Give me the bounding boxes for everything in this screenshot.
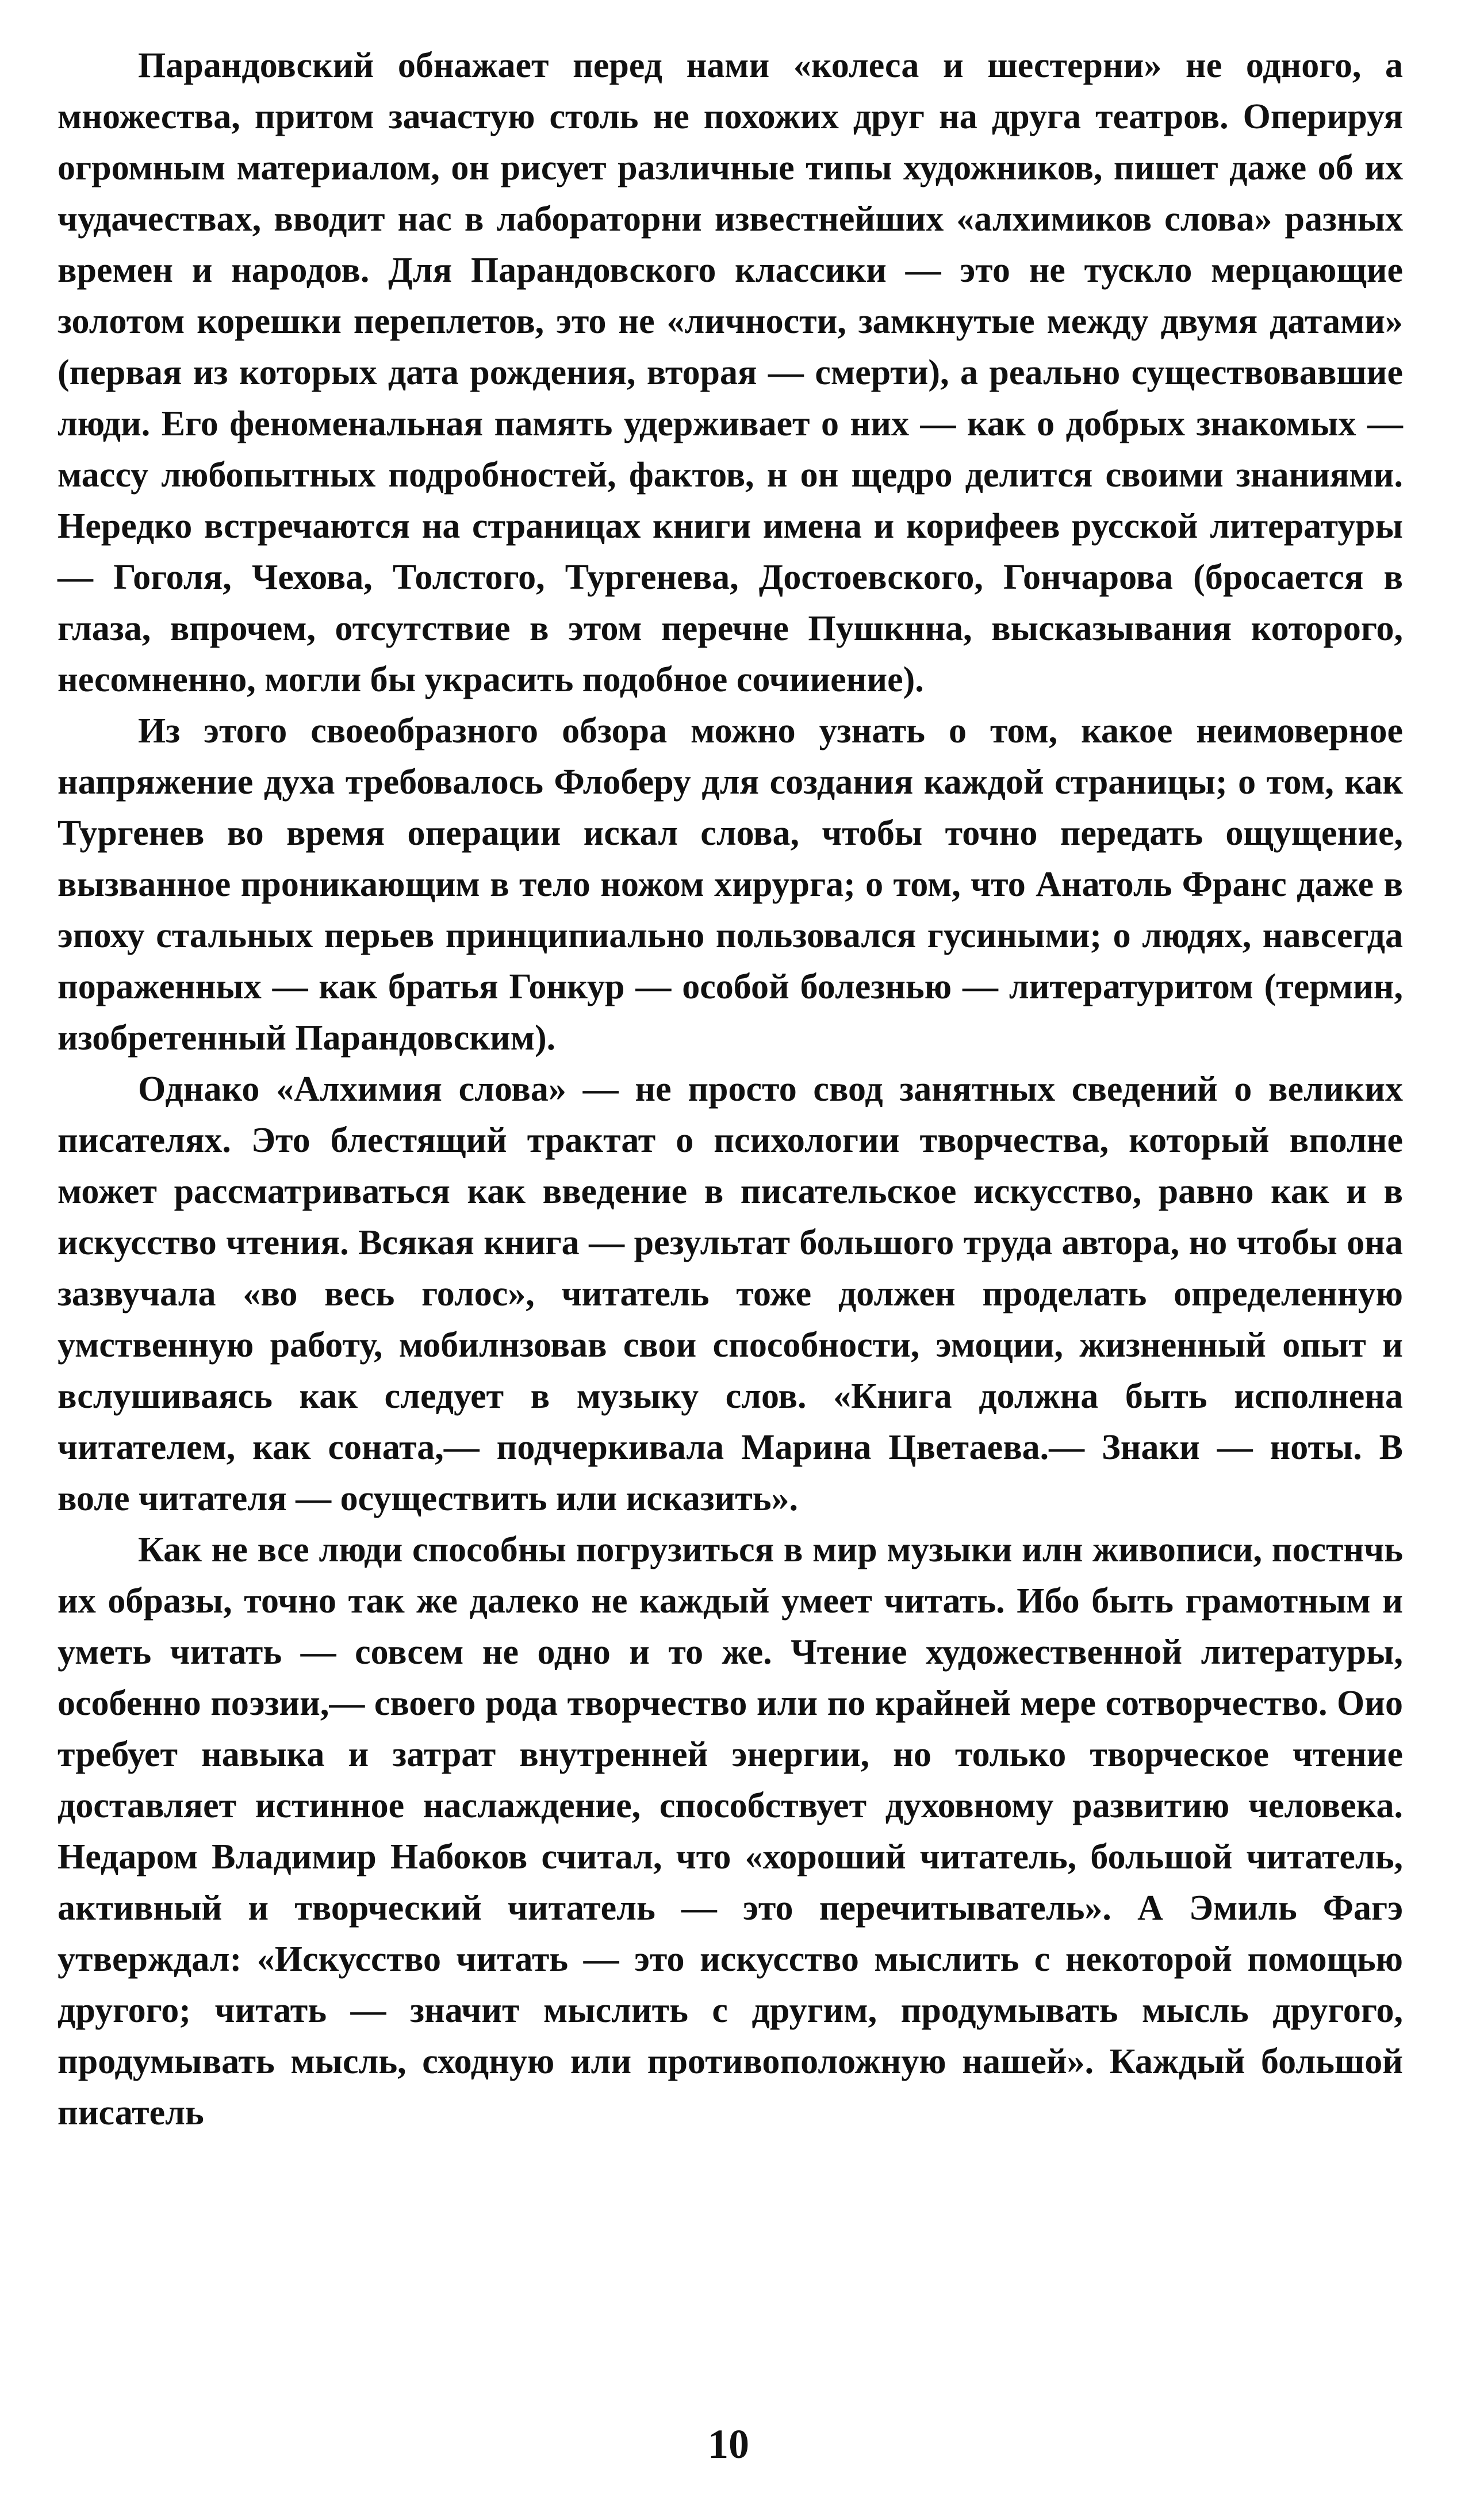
page-number: 10 [708, 2421, 749, 2467]
paragraph-4: Как не все люди способны погрузиться в мир музыки илн живописи, постнчь их образы, точно так же далеко не каждый умеет читать. Ибо быть грамотным и уметь читать — совсем не одно и то же. Чтение художественной литературы, особенно поэзии,— своего рода творчество или по крайней мере сотворчество. Оио требует навыка и затрат внутренней энергии, но только творческое чтение доставляет истинное наслаждение, способствует духовному развитию человека. Недаром Владимир Набоков считал, что «хороший читатель, большой читатель, активный и творческий читатель — это перечитыватель». А Эмиль Фагэ утверждал: «Искусство читать — это искусство мыслить с некоторой помощью другого; читать — значит мыслить с другим, продумывать мысль другого, продумывать мысль, сходную или противоположную нашей». Каждый большой писатель [57, 1530, 1403, 2132]
paragraph-3: Однако «Алхимия слова» — не просто свод занятных сведений о великих писателях. Это блестящий трактат о психологии творчества, который вполне может рассматриваться как введение в писательское искусство, равно как и в искусство чтения. Всякая книга — результат большого труда автора, но чтобы она зазвучала «во весь голос», читатель тоже должен проделать определенную умственную работу, мобилнзовав свои способности, эмоции, жизненный опыт и вслушиваясь как следует в музыку слов. «Книга должна быть исполнена читателем, как соната,— подчеркивала Марина Цветаева.— Знаки — ноты. В воле читателя — осуществить или исказить». [57, 1070, 1403, 1518]
paragraph-1: Парандовский обнажает перед нами «колеса и шестерни» не одного, а множества, притом зачастую столь не похожих друг на друга театров. Оперируя огромным материалом, он рисует различные типы художников, пишет даже об их чудачествах, вводит нас в лабораторни известнейших «алхимиков слова» разных времен и народов. Для Парандовского классики — это не тускло мерцающие золотом корешки переплетов, это не «личности, замкнутые между двумя датами» (первая из которых дата рождения, вторая — смерти), а реально существовавшие люди. Его феноменальная память удерживает о них — как о добрых знакомых — массу любопытных подробностей, фактов, н он щедро делится своими знаниями. Нередко встречаются на страницах книги имена и корифеев русской литературы — Гоголя, Чехова, Толстого, Тургенева, Достоевского, Гончарова (бросается в глаза, впрочем, отсутствие в этом перечне Пушкнна, высказывания которого, несомненно, могли бы украсить подобное сочииение). [57, 46, 1403, 699]
paragraph-2: Из этого своеобразного обзора можно узнать о том, какое неимоверное напряжение духа требовалось Флоберу для создания каждой страницы; о том, как Тургенев во время операции искал слова, чтобы точно передать ощущение, вызванное проникающим в тело ножом хирурга; о том, что Анатоль Франс даже в эпоху стальных перьев принципиально пользовался гусиными; о людях, навсегда пораженных — как братья Гонкур — особой болезнью — литературитом (термин, изобретенный Парандовским). [57, 711, 1403, 1058]
page-body [57, 40, 1403, 2139]
